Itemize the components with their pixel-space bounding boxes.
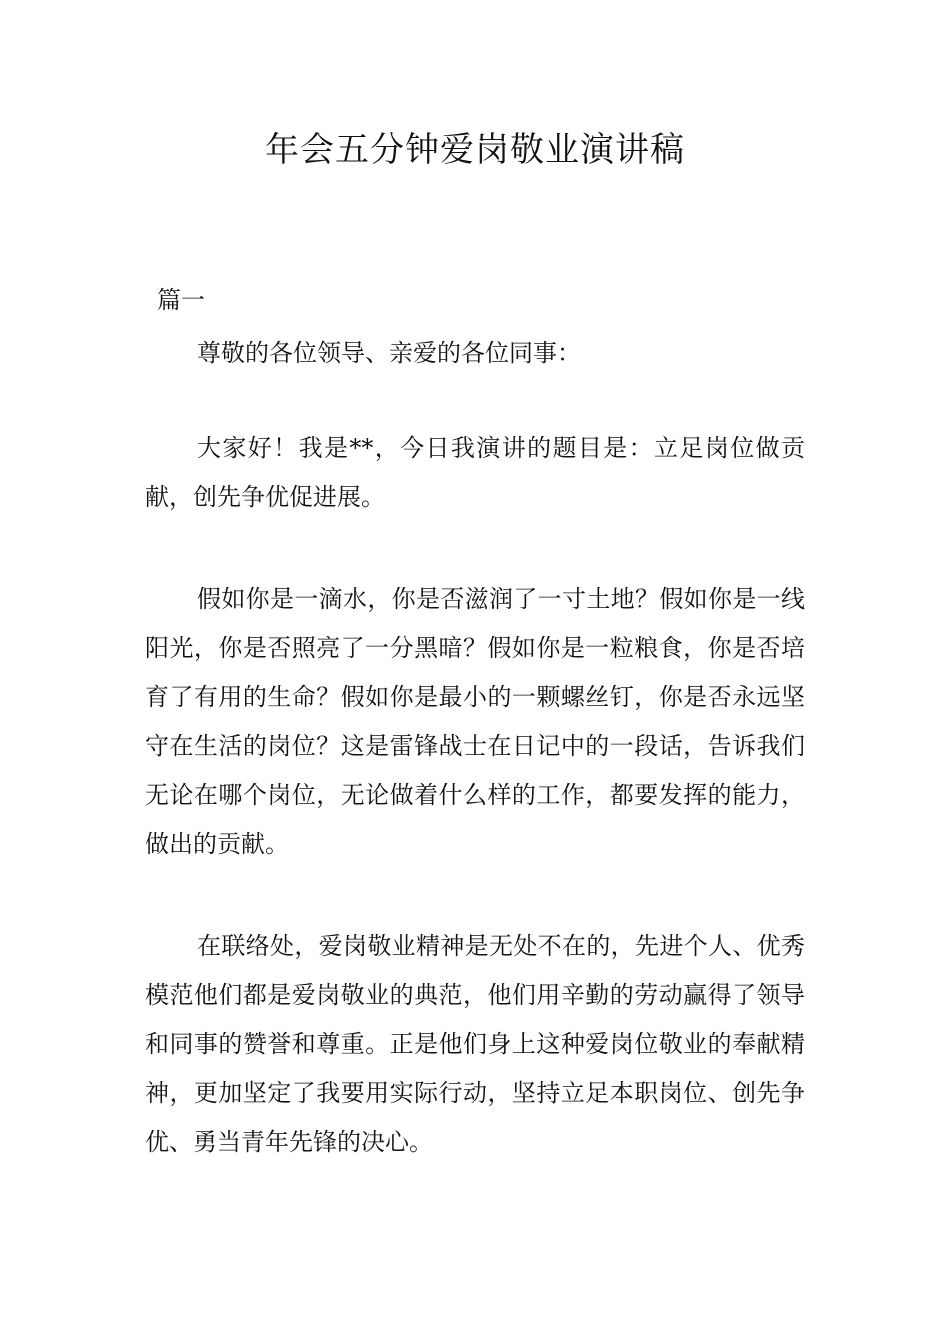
paragraph-greeting: 大家好！我是**，今日我演讲的题目是：立足岗位做贡献，创先争优促进展。 bbox=[145, 434, 805, 511]
section-label: 篇一 bbox=[157, 286, 205, 314]
paragraph-liaison-office: 在联络处，爱岗敬业精神是无处不在的，先进个人、优秀模范他们都是爱岗敬业的典范，他们用辛勤的劳动赢得了领导和同事的赞誉和尊重。正是他们身上这种爱岗位敬业的奉献精神，更加坚定了我要用实际行动，坚持立足本职岗位、创先争优、勇当青年先锋的决心。 bbox=[145, 932, 805, 1156]
paragraph-lei-feng-quote: 假如你是一滴水，你是否滋润了一寸土地？假如你是一线阳光，你是否照亮了一分黑暗？假如你是一粒粮食，你是否培育了有用的生命？假如你是最小的一颗螺丝钉，你是否永远坚守在生活的岗位？这是雷锋战士在日记中的一段话，告诉我们无论在哪个岗位，无论做着什么样的工作，都要发挥的能力，做出的贡献。 bbox=[145, 585, 805, 858]
document-title: 年会五分钟爱岗敬业演讲稿 bbox=[265, 130, 685, 170]
paragraph-salutation: 尊敬的各位领导、亲爱的各位同事： bbox=[197, 339, 581, 367]
